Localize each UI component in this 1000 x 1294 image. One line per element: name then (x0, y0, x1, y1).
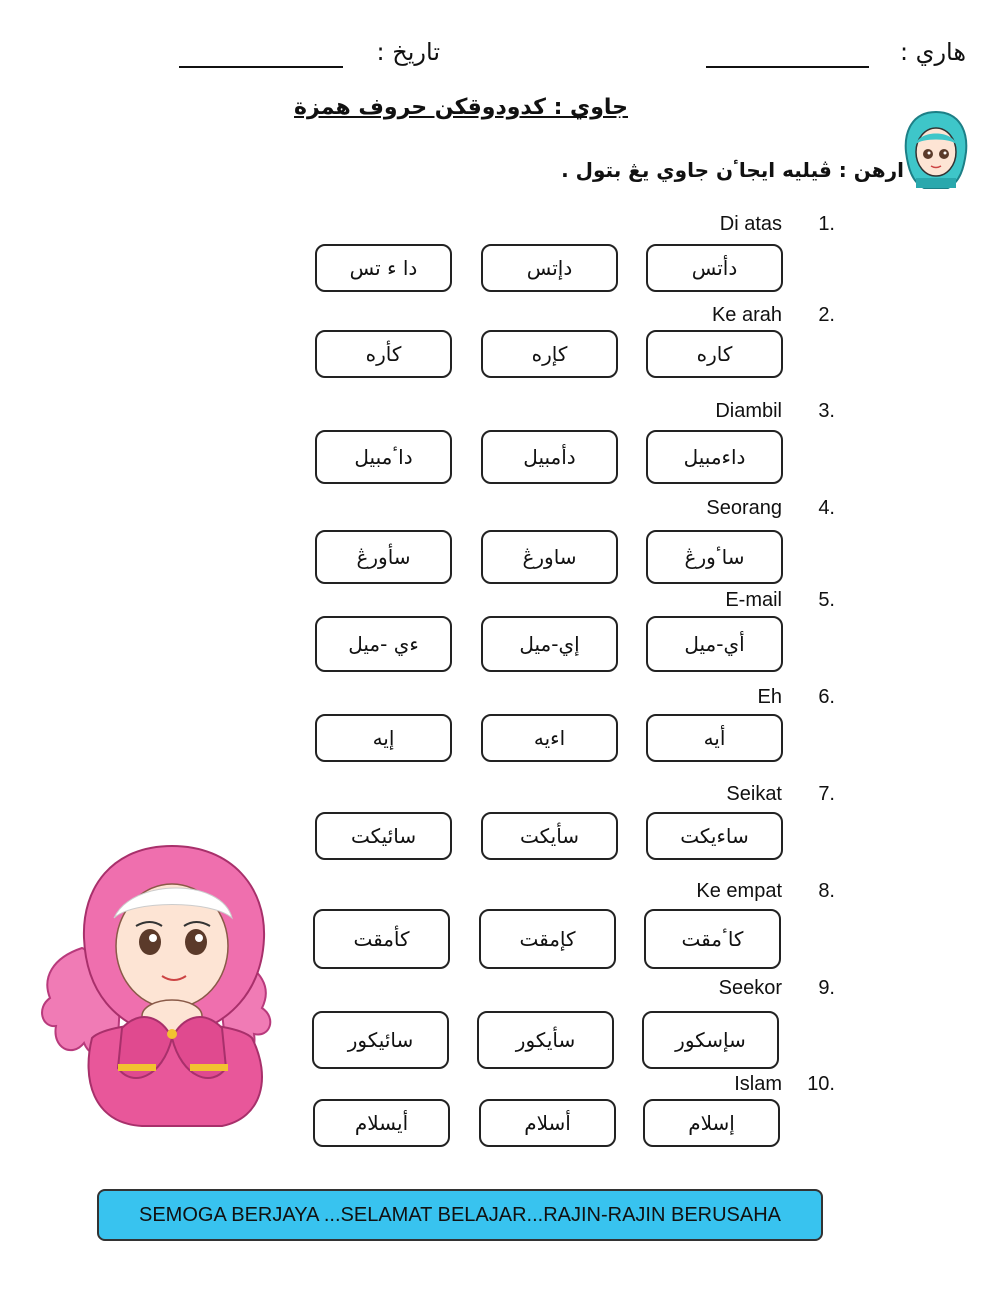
answer-option-button[interactable]: اءيه (481, 714, 618, 762)
answer-option-button[interactable]: كأمقت (313, 909, 450, 969)
question-word: Ke arah (711, 304, 782, 326)
answer-option-button[interactable]: داءمبيل (646, 430, 783, 484)
question-number: 9. (818, 977, 835, 999)
answer-option-button[interactable]: سإسكور (642, 1011, 779, 1069)
answer-option-button[interactable]: دا ء تس (315, 244, 452, 292)
question-number: 7. (818, 783, 835, 805)
question-word: Islam (734, 1073, 782, 1095)
question-word: Seekor (718, 977, 782, 999)
answer-option-button[interactable]: أيسلام (313, 1099, 450, 1147)
answer-option-button[interactable]: إي-ميل (481, 616, 618, 672)
question-number: 3. (818, 400, 835, 422)
question-word: Ke empat (696, 880, 782, 902)
day-blank-line[interactable] (706, 66, 869, 68)
question-number: 6. (818, 686, 835, 708)
question-number: 2. (818, 304, 835, 326)
question-number: 8. (818, 880, 835, 902)
answer-option-button[interactable]: ساورڠ (481, 530, 618, 584)
answer-option-button[interactable]: دإتس (481, 244, 618, 292)
question-word: Di atas (719, 213, 782, 235)
answer-option-button[interactable]: دأمبيل (481, 430, 618, 484)
question-number: 10. (807, 1073, 835, 1095)
answer-option-button[interactable]: ساٴورڠ (646, 530, 783, 584)
girl-pink-hijab-illustration (22, 838, 290, 1128)
answer-option-button[interactable]: أسلام (479, 1099, 616, 1147)
question-number: 5. (818, 589, 835, 611)
answer-option-button[interactable]: إسلام (643, 1099, 780, 1147)
answer-option-button[interactable]: سائيكور (312, 1011, 449, 1069)
answer-option-button[interactable]: سأورڠ (315, 530, 452, 584)
date-blank-line[interactable] (179, 66, 343, 68)
answer-option-button[interactable]: دأتس (646, 244, 783, 292)
answer-option-button[interactable]: كإمقت (479, 909, 616, 969)
answer-option-button[interactable]: سأيكت (481, 812, 618, 860)
question-number: 4. (818, 497, 835, 519)
answer-option-button[interactable]: كأره (315, 330, 452, 378)
answer-option-button[interactable]: كإره (481, 330, 618, 378)
answer-option-button[interactable]: أي-ميل (646, 616, 783, 672)
answer-option-button[interactable]: أيه (646, 714, 783, 762)
instruction-text: ارهن : ڤيليه ايجاٴن جاوي يڠ بتول . (561, 158, 904, 182)
answer-option-button[interactable]: كاره (646, 330, 783, 378)
answer-option-button[interactable]: ءي -ميل (315, 616, 452, 672)
answer-option-button[interactable]: داٴمبيل (315, 430, 452, 484)
answer-option-button[interactable]: سأيكور (477, 1011, 614, 1069)
question-word: Seorang (706, 497, 782, 519)
day-label: هاري : (899, 38, 966, 66)
answer-option-button[interactable]: كاٴمقت (644, 909, 781, 969)
question-number: 1. (818, 213, 835, 235)
question-word: Eh (757, 686, 782, 708)
page-title: جاوي : كدودوقكن حروف همزة (294, 95, 628, 120)
question-word: Diambil (715, 400, 782, 422)
question-word: Seikat (726, 783, 782, 805)
answer-option-button[interactable]: سائيكت (315, 812, 452, 860)
small-girl-icon (898, 108, 974, 190)
question-word: E-mail (725, 589, 782, 611)
footer-banner: SEMOGA BERJAYA ...SELAMAT BELAJAR...RAJIN-RAJIN BERUSAHA (97, 1189, 823, 1241)
answer-option-button[interactable]: ساءيكت (646, 812, 783, 860)
date-label: تاريخ : (376, 38, 440, 66)
answer-option-button[interactable]: إيه (315, 714, 452, 762)
